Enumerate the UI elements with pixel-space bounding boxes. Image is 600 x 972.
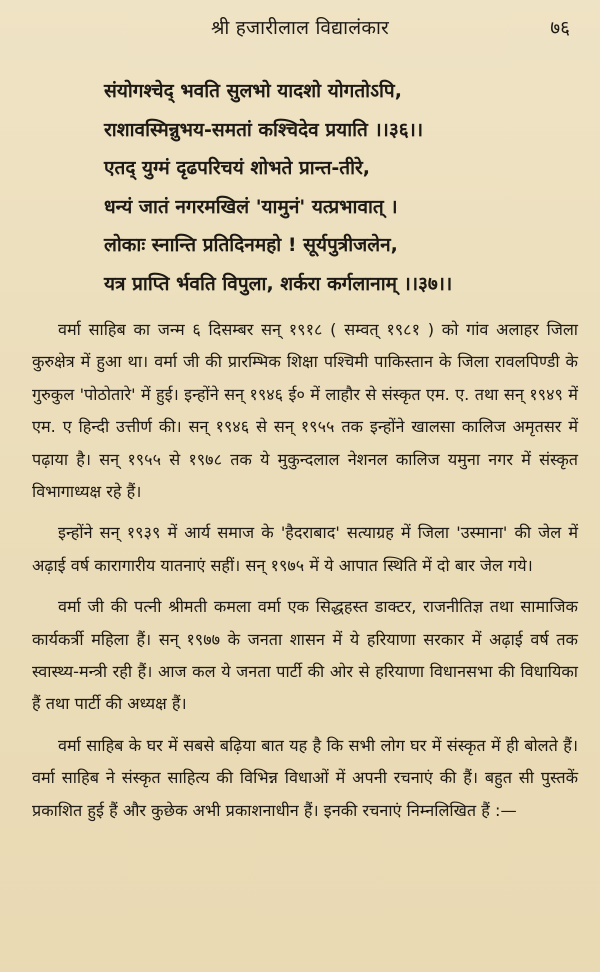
verse-block — [104, 72, 574, 304]
running-head: श्री हजारीलाल विद्यालंकार — [210, 17, 390, 39]
verse-line: संयोगश्चेद् भवति सुलभो यादशो योगतोऽपि, — [104, 80, 402, 102]
verse-line: यत्र प्राप्ति र्भवति विपुला, शर्करा कर्गलानाम् ।।३७।। — [104, 272, 453, 295]
paragraph-works: वर्मा साहिब के घर में सबसे बढ़िया बात यह है कि सभी लोग घर में संस्कृत में ही बोलते हैं। वर्मा साहिब ने संस्कृत साहित्य की विभिन्न विधाओं में अपनी रचनाएं की हैं। बहुत सी पुस्तकें प्रकाशित हुई हैं और कुछेक अभी प्रकाशनाधीन हैं। इनकी रचनाएं निम्नलिखित हैं :— — [32, 735, 578, 820]
verse-line: लोकाः स्नान्ति प्रतिदिनमहो ! सूर्यपुत्रीजलेन, — [104, 234, 398, 257]
paragraph-wife: वर्मा जी की पत्नी श्रीमती कमला वर्मा एक सिद्धहस्त डाक्टर, राजनीतिज्ञ तथा सामाजिक कार्यकर्त्री महिला हैं। सन् १९७७ के जनता शासन में ये हरियाणा सरकार में अढ़ाई वर्ष तक स्वास्थ्य-मन्त्री रही हैं। आज कल ये जनता पार्टी की ओर से हरियाणा विधानसभा की विधायिका हैं तथा पार्टी की अध्यक्ष हैं। — [32, 597, 578, 714]
paragraph-satyagraha: इन्होंने सन् १९३९ में आर्य समाज के 'हैदराबाद' सत्याग्रह में जिला 'उस्माना' की जेल में अढ़ाई वर्ष कारागारीय यातनाएं सहीं। सन् १९७५ में ये आपात स्थिति में दो बार जेल गये। — [32, 523, 578, 575]
verse-line: राशावस्मिन्नुभय-समतां कश्चिदेव प्रयाति ।।३६।। — [104, 118, 424, 141]
prose-block — [32, 314, 578, 836]
paragraph-birth-education: वर्मा साहिब का जन्म ६ दिसम्बर सन् १९१८ ( सम्वत् १९८१ ) को गांव अलाहर जिला कुरुक्षेत्र में हुआ था। वर्मा जी की प्रारम्भिक शिक्षा पश्चिमी पाकिस्तान के जिला रावलपिण्डी के गुरुकुल 'पोठोतारे' में हुई। इन्होंने सन् १९४६ ई० में लाहौर से संस्कृत एम. ए. तथा सन् १९४९ में एम. ए हिन्दी उत्तीर्ण की। सन् १९४६ से सन् १९५५ तक इन्होंने खालसा कालिज अमृतसर में पढ़ाया है। सन् १९५५ से १९७८ तक ये मुकुन्दलाल नेशनल कालिज यमुना नगर में संस्कृत विभागाध्यक्ष रहे हैं। — [32, 320, 578, 502]
page-number: ७६ — [550, 17, 570, 39]
verse-line: धन्यं जातं नगरमखिलं 'यामुनं' यत्प्रभावात् । — [104, 195, 398, 218]
page-header — [0, 14, 600, 42]
verse-line: एतद् युग्मं दृढपरिचयं शोभते प्रान्त-तीरे, — [104, 157, 371, 180]
